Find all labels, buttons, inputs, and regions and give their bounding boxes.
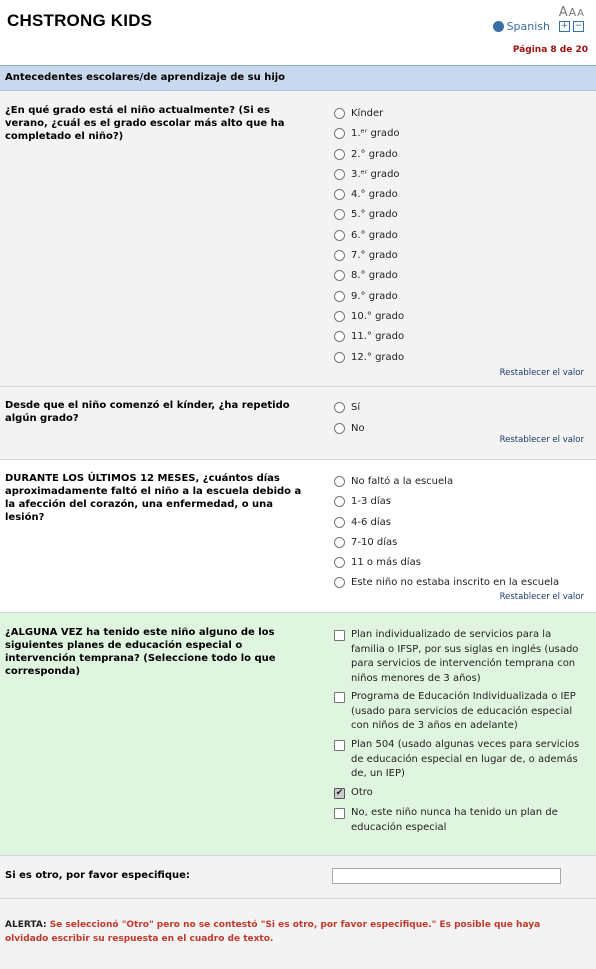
question-text: DURANTE LOS ÚLTIMOS 12 MESES, ¿cuántos días aproximadamente faltó el niño a la escuela debido a la afección del corazón, una enfermedad, o una lesión? (5, 473, 302, 523)
radio-button[interactable] (334, 250, 345, 261)
radio-button[interactable] (334, 209, 345, 220)
option-label: 3.ᵉʳ grado (351, 168, 400, 180)
reset-value-link[interactable]: Restablecer el valor (499, 368, 584, 378)
option-label: 4-6 días (351, 516, 391, 528)
checkbox[interactable] (334, 740, 345, 751)
option-label: 2.° grado (351, 148, 398, 160)
radio-option[interactable] (334, 496, 559, 516)
reset-value-link[interactable]: Restablecer el valor (499, 592, 584, 602)
checkbox[interactable] (334, 630, 345, 641)
font-size-large-button[interactable]: A (558, 5, 568, 20)
radio-button[interactable] (334, 577, 345, 588)
page-header (0, 0, 596, 65)
option-label: 7-10 días (351, 536, 398, 548)
radio-button[interactable] (334, 230, 345, 241)
alert-message (5, 918, 575, 946)
survey-title: CHSTRONG KIDS (7, 11, 153, 30)
radio-option[interactable] (334, 517, 559, 537)
section-header: Antecedentes escolares/de aprendizaje de su hijo (0, 65, 596, 91)
page-indicator: Página 8 de 20 (512, 45, 588, 55)
radio-button[interactable] (334, 496, 345, 507)
radio-button[interactable] (334, 311, 345, 322)
radio-option[interactable] (334, 189, 404, 209)
question-repeated-grade (0, 387, 596, 460)
radio-button[interactable] (334, 402, 345, 413)
checkbox-option[interactable] (334, 788, 581, 808)
radio-option[interactable] (334, 352, 404, 372)
question-other-specify (0, 856, 596, 899)
question-text: Desde que el niño comenzó el kínder, ¿ha repetido algún grado? (5, 400, 290, 424)
option-label: Sí (351, 402, 361, 413)
radio-button[interactable] (334, 423, 345, 434)
radio-option[interactable] (334, 128, 404, 148)
radio-option[interactable] (334, 108, 404, 128)
globe-icon (493, 21, 504, 32)
radio-option[interactable] (334, 311, 404, 331)
radio-option[interactable] (334, 557, 559, 577)
checkbox-group (334, 630, 581, 842)
checkbox-checked[interactable]: ✔ (335, 788, 344, 798)
radio-option[interactable] (334, 537, 559, 557)
option-label: 10.° grado (351, 310, 405, 322)
option-label: No, este niño nunca ha tenido un plan de educación especial (351, 807, 558, 833)
radio-button[interactable] (334, 537, 345, 548)
option-label: 11 o más días (351, 557, 421, 569)
option-label: Programa de Educación Individualizada o IEP (usado para servicios de educación especial con niños de 3 años en adelante) (351, 691, 576, 731)
radio-button[interactable] (334, 128, 345, 139)
radio-button[interactable] (334, 331, 345, 342)
question-missed-school (0, 460, 596, 613)
radio-button[interactable] (334, 189, 345, 200)
radio-group (334, 476, 559, 598)
radio-option[interactable] (334, 331, 404, 351)
radio-button[interactable] (334, 557, 345, 568)
radio-option[interactable] (334, 476, 559, 496)
option-label: 7.° grado (351, 250, 398, 262)
option-label: 6.° grado (351, 229, 398, 241)
option-label: 1.ᵉʳ grado (351, 128, 400, 140)
language-selector (493, 20, 584, 33)
alert-box (0, 899, 596, 969)
language-link[interactable]: Spanish (506, 20, 550, 33)
alert-label: ALERTA: (5, 920, 47, 930)
option-label: Otro (351, 787, 373, 798)
radio-group (334, 402, 365, 443)
radio-option[interactable] (334, 169, 404, 189)
question-text: ¿En qué grado está el niño actualmente? (Si es verano, ¿cuál es el grado escolar más alto que ha completado el niño?) (5, 105, 285, 142)
alert-text: Se seleccionó "Otro" pero no se contestó "Si es otro, por favor especifique." Es posible que haya olvidado escribir su respuesta en el cuadro de texto. (5, 920, 541, 944)
radio-button[interactable] (334, 517, 345, 528)
question-text: Si es otro, por favor especifique: (5, 870, 190, 881)
option-label: Este niño no estaba inscrito en la escuela (351, 577, 560, 589)
checkbox[interactable] (334, 808, 345, 819)
radio-button[interactable] (334, 352, 345, 363)
option-label: Plan individualizado de servicios para la familia o IFSP, por sus siglas en inglés (usado para servicios de intervención temprana con niños menores de 3 años) (351, 629, 579, 684)
radio-button[interactable] (334, 476, 345, 487)
checkbox[interactable] (334, 692, 345, 703)
option-label: 12.° grado (351, 351, 405, 363)
radio-option[interactable] (334, 149, 404, 169)
option-label: 1-3 días (351, 496, 391, 508)
option-label: 5.° grado (351, 209, 398, 221)
radio-option[interactable] (334, 209, 404, 229)
option-label: 11.° grado (351, 331, 405, 343)
radio-button[interactable] (334, 169, 345, 180)
option-label: No (351, 422, 365, 434)
radio-button[interactable] (334, 270, 345, 281)
other-specify-input[interactable] (332, 868, 561, 884)
plus-icon[interactable]: + (560, 21, 569, 31)
radio-button[interactable] (334, 108, 345, 119)
font-size-controls (558, 1, 584, 20)
option-label: 9.° grado (351, 290, 398, 302)
question-current-grade (0, 91, 596, 387)
radio-group (334, 108, 404, 372)
option-label: 4.° grado (351, 189, 398, 201)
checkbox-option[interactable] (334, 630, 581, 692)
checkbox-option[interactable] (334, 740, 581, 788)
reset-value-link[interactable]: Restablecer el valor (499, 435, 584, 445)
radio-option[interactable] (334, 250, 404, 270)
radio-option[interactable] (334, 270, 404, 290)
radio-option[interactable] (334, 291, 404, 311)
option-label: Plan 504 (usado algunas veces para servicios de educación especial en lugar de, o además de, un IEP) (351, 739, 580, 779)
checkbox-option[interactable] (334, 692, 581, 740)
checkbox-option[interactable] (334, 808, 581, 842)
radio-button[interactable] (334, 149, 345, 160)
radio-button[interactable] (334, 291, 345, 302)
option-label: No faltó a la escuela (351, 476, 454, 487)
minus-icon[interactable]: − (574, 21, 583, 31)
option-label: Kínder (351, 108, 384, 119)
font-size-medium-button[interactable]: A (568, 6, 577, 19)
font-size-small-button[interactable]: A (577, 8, 584, 19)
radio-option[interactable] (334, 402, 365, 423)
question-special-education-plans (0, 613, 596, 856)
radio-option[interactable] (334, 423, 365, 444)
question-text: ¿ALGUNA VEZ ha tenido este niño alguno de los siguientes planes de educación especial o intervención temprana? (Seleccione todo lo que corresponda) (5, 627, 276, 677)
option-label: 8.° grado (351, 270, 398, 282)
radio-option[interactable] (334, 230, 404, 250)
